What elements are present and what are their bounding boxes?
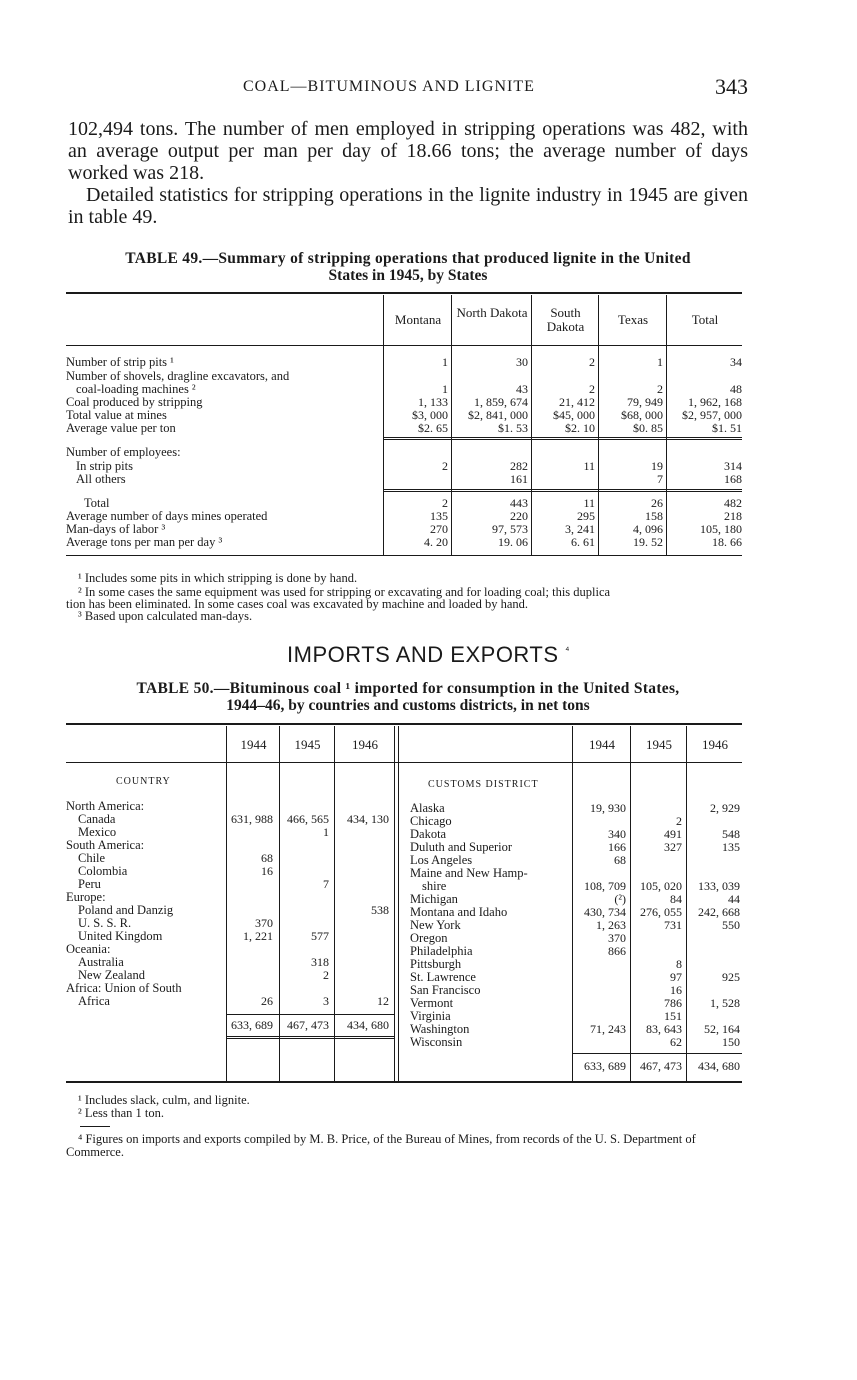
table-cell: 1 [323,825,329,839]
table-row-label: Pittsburgh [410,958,462,971]
table-cell: 105, 020 [640,879,682,893]
footnote: tion has been eliminated. In some cases coal was excavated by machine and loaded by hand. [66,597,528,611]
table-cell: $68, 000 [621,408,663,422]
table-row-label: Virginia [410,1010,451,1023]
page-number: 343 [715,74,748,99]
table-cell: 270 [430,522,448,536]
table-row-label: Peru [78,878,101,891]
total-rule [572,1053,742,1054]
table-cell: 19. 52 [633,535,663,549]
table-cell: $2. 65 [418,421,448,435]
table-cell: 7 [657,472,663,486]
footnote-marker: ⁴ [565,645,570,657]
table-cell: 68 [614,853,626,867]
column-header: Montana [394,312,442,327]
table-row-label: shire [422,880,447,893]
column-header: Texas [617,312,649,327]
table-row-label: Oceania: [66,943,111,956]
table-cell: 48 [730,382,742,396]
table-cell: 108, 709 [584,879,626,893]
table-row-label: Number of strip pits ¹ [66,356,174,369]
column-header: 1944 [589,737,615,752]
table-cell: 318 [311,955,329,969]
table-cell: 79, 949 [627,395,663,409]
table-cell: 1 [442,382,448,396]
table-cell: 282 [510,459,528,473]
table-row-label: Maine and New Hamp- [410,867,528,880]
table-cell: 2 [676,814,682,828]
table-cell: 71, 243 [590,1022,626,1036]
table-row-label: Wisconsin [410,1036,463,1049]
table-cell: 2 [442,459,448,473]
table-cell: $3, 000 [412,408,448,422]
table-cell: 16 [261,864,273,878]
table-cell: 925 [722,970,740,984]
table-row-label: Dakota [410,828,447,841]
table-row-label: Europe: [66,891,106,904]
table-row-label: St. Lawrence [410,971,476,984]
table-cell: 19 [651,459,663,473]
column-header: Total [691,312,719,327]
table-row-label: Chile [78,852,106,865]
table-cell: 19. 06 [498,535,528,549]
column-header: 1946 [702,737,728,752]
table-cell: 2 [657,382,663,396]
table-row-label: New Zealand [78,969,145,982]
running-title: COAL—BITUMINOUS AND LIGNITE [243,78,535,95]
table-row-label: In strip pits [76,460,133,473]
table-cell: 151 [664,1009,682,1023]
table-49-caption [64,250,752,284]
table-row-label: Duluth and Superior [410,841,513,854]
table-cell: 2 [589,382,595,396]
table-cell: 161 [510,472,528,486]
table-cell: 30 [516,355,528,369]
table-cell: 1, 263 [596,918,626,932]
table-cell: 6. 61 [571,535,595,549]
table-cell: 327 [664,840,682,854]
footnote: ³ Based upon calculated man-days. [78,609,253,623]
table-cell: $2. 10 [565,421,595,435]
table-cell: 166 [608,840,626,854]
table-row-label: Number of shovels, dragline excavators, and [66,370,290,383]
table-cell: 2, 929 [710,801,740,815]
table-cell: 133, 039 [698,879,740,893]
total-cell: 467, 473 [287,1018,329,1032]
column-header: South Dakota [546,305,585,334]
column-header: 1946 [352,737,378,752]
table-cell: 1, 221 [243,929,273,943]
table-cell: 2 [323,968,329,982]
caption-line: States in 1945, by States [328,267,488,284]
footnote: ² Less than 1 ton. [78,1106,165,1120]
table-cell: 97 [670,970,682,984]
table-cell: 1, 528 [710,996,740,1010]
table-cell: 7 [323,877,329,891]
table-cell: 26 [261,994,273,1008]
table-cell: 44 [728,892,740,906]
table-row-label: Poland and Danzig [78,904,174,917]
district-subhead: CUSTOMS DISTRICT [428,779,539,790]
table-cell: 18. 66 [712,535,742,549]
table-cell: 3, 241 [565,522,595,536]
table-row-label: Australia [78,956,124,969]
paragraph: Detailed statistics for stripping operations in the lignite industry in 1945 are given in table 49. [68,184,748,228]
table-row-label: Colombia [78,865,128,878]
table-row-label: Total [84,497,110,510]
table-cell: 34 [730,355,742,369]
table-row-label: Chicago [410,815,452,828]
header-rule [66,762,742,763]
table-row-label: San Francisco [410,984,481,997]
table-cell: 19, 930 [590,801,626,815]
table-row-label: North America: [66,800,145,813]
table-row-label: All others [76,473,126,486]
table-bottom-rule [66,555,742,556]
table-cell: 168 [724,472,742,486]
table-row-label: Montana and Idaho [410,906,508,919]
table-cell: (²) [614,892,626,906]
footnote: ¹ Includes slack, culm, and lignite. [78,1093,250,1107]
table-row-label: Average value per ton [66,422,176,435]
table-cell: 786 [664,996,682,1010]
table-cell: 276, 055 [640,905,682,919]
table-row-label: Philadelphia [410,945,473,958]
table-cell: 3 [323,994,329,1008]
caption-line: 1944–46, by countries and customs districts, in net tons [226,697,590,714]
table-cell: 8 [676,957,682,971]
table-row-label: Washington [410,1023,470,1036]
table-cell: 466, 565 [287,812,329,826]
column-divider [394,726,395,1081]
table-cell: 11 [583,459,595,473]
table-row-label: Africa: Union of South [66,982,182,995]
table-row-label: Average tons per man per day ³ [66,536,223,549]
table-50-caption [64,680,752,714]
footnote: ⁴ Figures on imports and exports compiled by M. B. Price, of the Bureau of Mines, from records of the U. S. Department of Commerce. [66,1132,696,1159]
table-cell: 4, 096 [633,522,663,536]
table-cell: 314 [724,459,742,473]
column-divider [398,726,399,1081]
table-cell: 1 [442,355,448,369]
table-cell: 550 [722,918,740,932]
total-cell: 434, 680 [347,1018,389,1032]
paragraph: 102,494 tons. The number of men employed in stripping operations was 482, with an average output per man per day of 18.66 tons; the average number of days worked was 218. [68,118,748,184]
table-cell: 1 [657,355,663,369]
footnote: ² In some cases the same equipment was used for stripping or excavating and for loading coal; this duplica [78,585,611,599]
body-text [68,118,748,228]
table-cell: 16 [670,983,682,997]
total-cell: 633, 689 [584,1059,626,1073]
table-cell: 538 [371,903,389,917]
table-row-label: United Kingdom [78,930,163,943]
table-cell: 482 [724,496,742,510]
table-cell: 430, 734 [584,905,626,919]
section-title: IMPORTS AND EXPORTS [287,642,559,667]
table-cell: $2, 957, 000 [682,408,742,422]
table-cell: 548 [722,827,740,841]
table-row-label: Africa [78,995,110,1008]
table-cell: 150 [722,1035,740,1049]
table-cell: 135 [722,840,740,854]
table-row-label: Man-days of labor ³ [66,523,166,536]
table-cell: 4. 20 [424,535,448,549]
table-cell: 97, 573 [492,522,528,536]
table-row-label: Canada [78,813,116,826]
table-cell: 158 [645,509,663,523]
header-rule [66,345,742,346]
caption-line: TABLE 49.—Summary of stripping operations that produced lignite in the United [125,250,691,267]
table-cell: 434, 130 [347,812,389,826]
total-cell: 434, 680 [698,1059,740,1073]
section-heading [0,642,857,668]
double-rule [383,489,742,492]
double-rule [383,437,742,440]
table-cell: 370 [608,931,626,945]
total-rule [226,1014,394,1015]
table-row-label: Los Angeles [410,854,473,867]
table-cell: 21, 412 [559,395,595,409]
table-cell: 135 [430,509,448,523]
table-row-label: Mexico [78,826,117,839]
column-header: 1944 [240,737,267,752]
table-row-label: U. S. S. R. [78,917,132,930]
table-cell: 631, 988 [231,812,273,826]
total-cell: 467, 473 [640,1059,682,1073]
double-rule [226,1036,394,1039]
footnote-rule [80,1126,110,1127]
table-cell: 340 [608,827,626,841]
table-cell: 491 [664,827,682,841]
table-cell: 577 [311,929,329,943]
table-cell: 370 [255,916,273,930]
table-top-rule [66,723,742,725]
table-cell: 62 [670,1035,682,1049]
column-header: 1945 [294,737,321,752]
table-cell: 220 [510,509,528,523]
page-header [68,74,748,104]
total-cell: 633, 689 [231,1018,273,1032]
table-row-label: Michigan [410,893,458,906]
table-cell: 12 [377,994,389,1008]
table-bottom-rule [66,1081,742,1083]
column-header: 1945 [646,737,672,752]
table-row-label: Oregon [410,932,448,945]
table-row-label: Average number of days mines operated [66,510,268,523]
table-cell: 68 [261,851,273,865]
table-cell: 1, 133 [418,395,448,409]
table-cell: 2 [589,355,595,369]
table-row-label: Coal produced by stripping [66,396,203,409]
table-top-rule [66,292,742,294]
table-cell: 43 [516,382,528,396]
table-cell: 52, 164 [704,1022,740,1036]
caption-line: TABLE 50.—Bituminous coal ¹ imported for consumption in the United States, [136,680,680,697]
table-cell: 84 [670,892,682,906]
table-cell: 26 [651,496,663,510]
table-row-label: Alaska [410,802,445,815]
table-cell: $0. 85 [633,421,663,435]
country-subhead: COUNTRY [116,776,171,787]
table-row-label: Total value at mines [66,409,167,422]
table-cell: 242, 668 [698,905,740,919]
table-cell: 105, 180 [700,522,742,536]
table-cell: 218 [724,509,742,523]
footnote: ¹ Includes some pits in which stripping is done by hand. [78,571,358,585]
table-cell: 1, 962, 168 [688,395,742,409]
table-row-label: coal-loading machines ² [76,383,196,396]
table-cell: 295 [577,509,595,523]
table-cell: 731 [664,918,682,932]
table-cell: $2, 841, 000 [468,408,528,422]
table-cell: $1. 53 [498,421,528,435]
table-cell: 11 [583,496,595,510]
table-row-label: Vermont [410,997,454,1010]
table-cell: 1, 859, 674 [474,395,528,409]
table-cell: 443 [510,496,528,510]
table-cell: 2 [442,496,448,510]
table-row-label: Number of employees: [66,446,181,459]
column-header: North Dakota [456,305,528,320]
table-cell: 866 [608,944,626,958]
table-cell: $1. 51 [712,421,742,435]
table-row-label: New York [410,919,461,932]
table-row-label: South America: [66,839,145,852]
table-cell: $45, 000 [553,408,595,422]
table-cell: 83, 643 [646,1022,682,1036]
